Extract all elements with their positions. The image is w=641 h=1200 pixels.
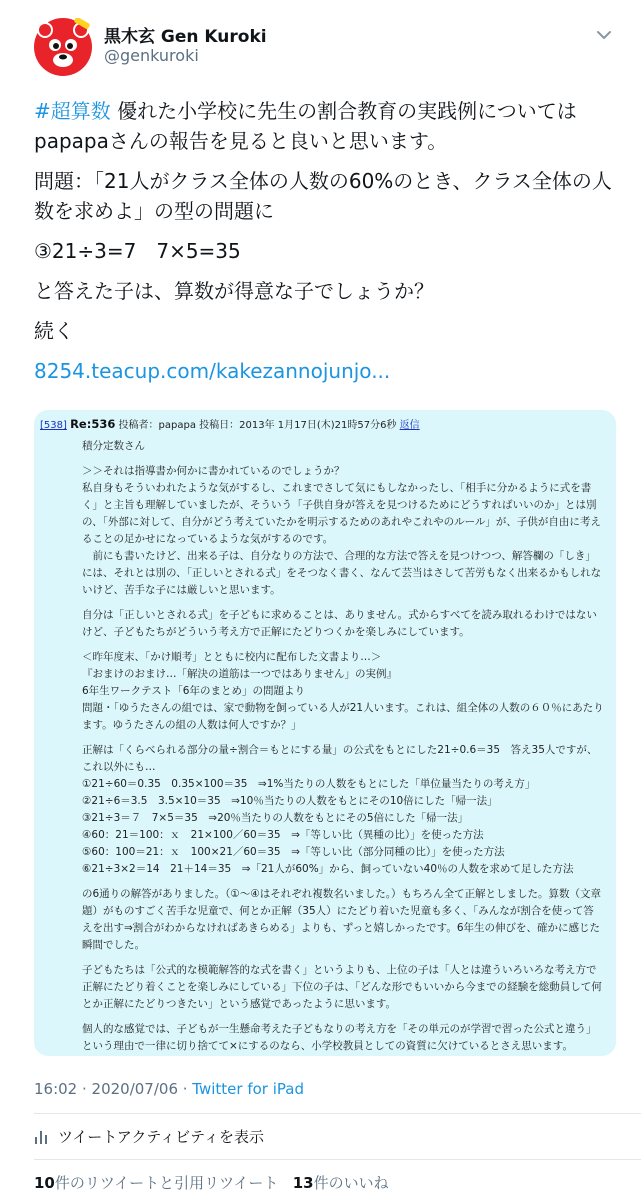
bar-chart-icon: [34, 1129, 50, 1145]
display-name[interactable]: 黒木玄 Gen Kuroki: [104, 27, 267, 47]
like-count: 13: [292, 1174, 314, 1192]
post-line: ＜昨年度末、「かけ順考」とともに校内に配布した文書より…＞: [82, 651, 382, 663]
post-line: 積分定数さん: [82, 440, 145, 452]
attached-image[interactable]: [34, 410, 616, 1056]
post-line: 自分は「正しいとされる式」を子どもに求めることは、ありません。式からすべてを読み取れるわけではないけど、子どもたちがどういう考え方で正解にたどりつくかを楽しみにしています。: [82, 609, 597, 638]
tweet-paragraph-2: 問題：「21人がクラス全体の人数の60%のとき、クラス全体の人数を求めよ」の型の問題に: [34, 169, 612, 223]
source-link[interactable]: Twitter for iPad: [192, 1080, 304, 1098]
post-line: ＞＞それは指導書か何かに書かれているのでしょうか？: [82, 465, 345, 477]
tweet-paragraph-5: 続く: [34, 319, 74, 343]
post-line: 子どもたちは「公式的な模範解答的な式を書く」というよりも、上位の子は「人とは違ういろいろな考え方で正解にたどり着くことを楽しみにしている」下位の子は、「どんな形でもいいから今までの経験を総動員して何とか正解にたどりつきたい」という感覚であったように思います。: [82, 964, 602, 1010]
post-line: ①21÷60＝0.35 0.35×100＝35 ⇒1%当たりの人数をもとにした「単位量当たりの考え方」: [82, 778, 536, 790]
post-line: [82, 878, 604, 886]
retweets-link[interactable]: [34, 1174, 278, 1192]
user-handle[interactable]: @genkuroki: [104, 46, 199, 65]
post-line: 問題・「ゆうたさんの組では、家で動物を飼っている人が21人います。これは、組全体の人数の６０％にあたります。ゆうたさんの組の人数は何人ですか？」: [82, 702, 604, 731]
post-line: [82, 599, 604, 607]
post-body: [40, 438, 604, 1055]
post-line: 『おまけのおまけ…「解決の道筋は一つではありません」の実例』: [82, 668, 397, 680]
post-number-link[interactable]: [538]: [40, 420, 67, 431]
tweet-activity-label: ツイートアクティビティを表示: [58, 1128, 264, 1146]
avatar[interactable]: [34, 18, 92, 76]
tweet-timestamp: [34, 1080, 304, 1098]
hashtag-link[interactable]: #超算数: [34, 99, 111, 123]
post-line: ⑥21÷3×2＝14 21＋14＝35 ⇒「21人が60%」から、飼っていない40％の人数を求めて足した方法: [82, 863, 574, 875]
post-meta: 投稿者：papapa 投稿日：2013年 1月17日(木)21時57分6秒: [115, 420, 400, 431]
post-title: Re:536: [70, 417, 116, 431]
tweet-paragraph-1-text: 優れた小学校に先生の割合教育の実践例についてはpapapaさんの報告を見ると良いと思います。: [34, 99, 577, 153]
post-line: ④60：21＝100：ｘ 21×100／60＝35 ⇒「等しい比（異種の比）」を使った方法: [82, 829, 484, 841]
post-line: [82, 954, 604, 962]
post-line: ⑤60：100＝21：ｘ 100×21／60＝35 ⇒「等しい比（部分同種の比）」を使った方法: [82, 846, 505, 858]
retweet-label: 件のリツイートと引用リツイート: [54, 1174, 279, 1192]
post-header: [40, 416, 604, 434]
chevron-down-icon[interactable]: [593, 24, 615, 46]
tweet-paragraph-3: ③21÷3=7 7×5=35: [34, 239, 241, 263]
tweet-activity-button[interactable]: [34, 1126, 264, 1147]
post-line: [82, 734, 604, 742]
divider: [34, 1113, 641, 1114]
post-line: [82, 1013, 604, 1021]
reply-link[interactable]: 返信: [399, 420, 420, 431]
tweet-url-link[interactable]: 8254.teacup.com/kakezannojunjo...: [34, 359, 391, 383]
post-line: ③21÷3＝７ 7×5＝35 ⇒20％当たりの人数をもとにその5倍にした「帰一法」: [82, 812, 469, 824]
post-line: 個人的な感覚では、子どもが一生懸命考えた子どもなりの考え方を「その単元のが学習で習った公式と違う」という理由で一律に切り捨てて×にするのなら、小学校教員としての資質に欠けているとさえ思います。: [82, 1023, 597, 1052]
divider: [34, 1159, 641, 1160]
post-line: 前にも書いたけど、出来る子は、自分なりの方法で、合理的な方法で答えを見つけつつ、解答欄の「しき」には、それとは別の、「正しいとされる式」をそつなく書く、なんて芸当はさして苦労もなく出来るかもしれないけど、苦手な子には厳しいと思います。: [82, 550, 602, 596]
engagement-stats: [34, 1172, 389, 1193]
timestamp-text[interactable]: 16:02 · 2020/07/06 ·: [34, 1080, 193, 1098]
tweet-paragraph-4: と答えた子は、算数が得意な子でしょうか？: [34, 279, 434, 303]
post-line: [82, 641, 604, 649]
post-line: 正解は「くらべられる部分の量÷割合＝もとにする量」の公式をもとにした21÷0.6＝35 答え35人ですが、これ以外にも…: [82, 744, 598, 773]
tweet-paragraph-1: [34, 96, 616, 156]
retweet-count: 10: [34, 1174, 55, 1192]
post-line: ②21÷6＝3.5 3.5×10＝35 ⇒10％当たりの人数をもとにその10倍にした「帰一法」: [82, 795, 498, 807]
like-label: 件のいいね: [313, 1174, 389, 1192]
post-line: 私自身もそういわれたような気がするし、これまでさして気にもしなかったし、「相手に分かるように式を書く」と主旨も理解していましたが、そういう「子供自身が答えを見つけるためにどうすればいいのか」とは別の、「外部に対して、自分がどう考えていたかを明示するためのあれやこれやのルール」が、子供が自由に考えることの足かせになっているような気がするのです。: [82, 482, 601, 545]
post-line: の6通りの解答がありました。（①～④はそれぞれ複数名いました。）もちろん全て正解としました。算数（文章題）がものすごく苦手な児童で、何とか正解（35人）にたどり着いた児童も多く、「みんなが割合を使って答えを出す⇒割合がわからなければあきらめる」よりも、ずっと嬉しかったです。6年生の伸びを、確かに感じた瞬間でした。: [82, 888, 602, 951]
post-line: 6年生ワークテスト「6年のまとめ」の問題より: [82, 685, 305, 697]
tweet-text: [34, 96, 616, 396]
likes-link[interactable]: [293, 1174, 389, 1192]
post-line: [82, 455, 604, 463]
